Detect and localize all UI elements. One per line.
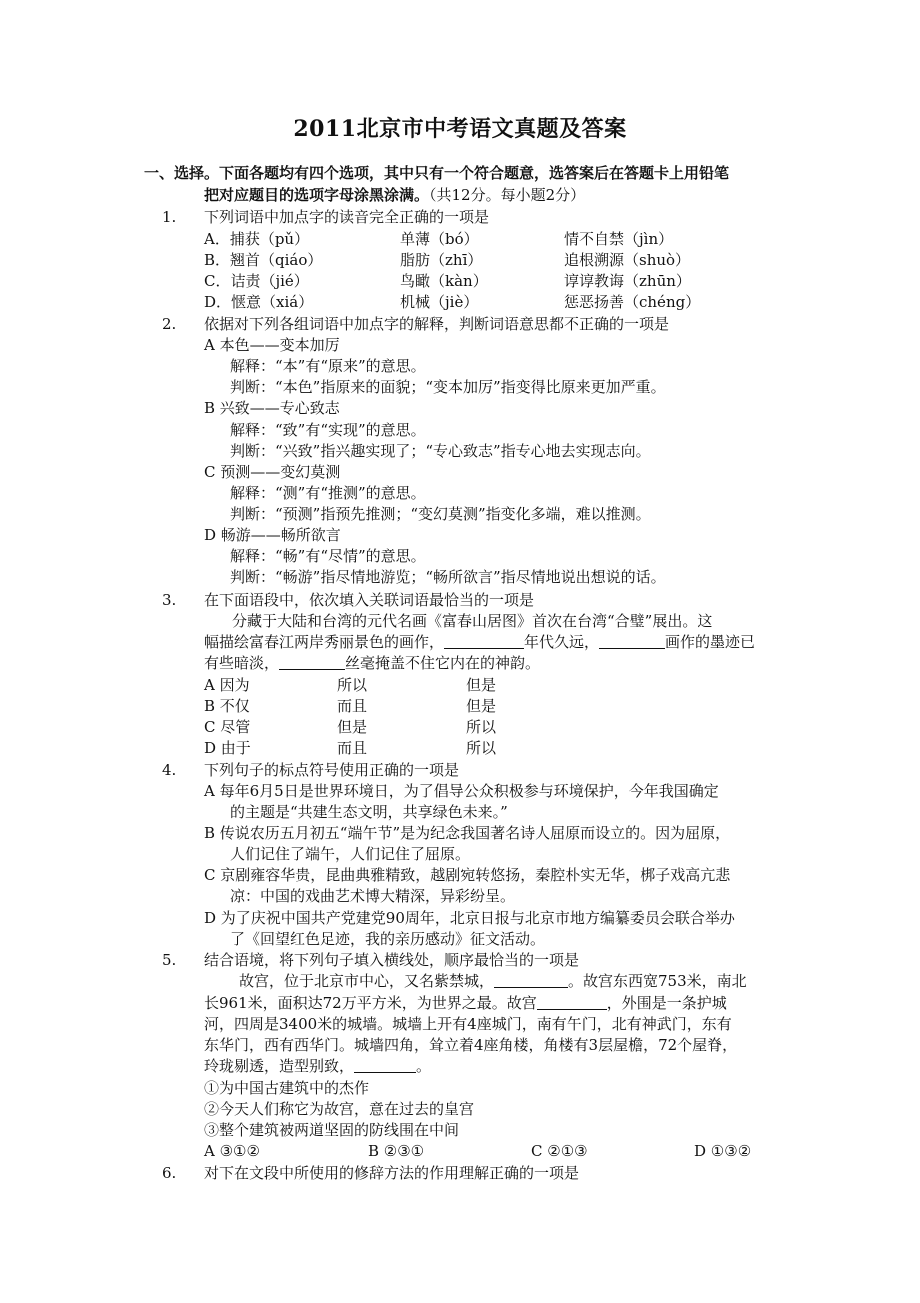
passage-text: ，外围是一条护城	[606, 994, 727, 1012]
option-line: 解释：“畅”有“尽情”的意思。	[230, 547, 426, 565]
option-cell: A 因为	[204, 676, 250, 694]
section-instruction-line2-wrap	[174, 184, 794, 206]
fill-blank	[599, 633, 665, 649]
question-text: 下列句子的标点符号使用正确的一项是	[204, 761, 460, 779]
question-text: 结合语境，将下列句子填入横线处，顺序最恰当的一项是	[204, 951, 580, 969]
passage-text: 年代久远，	[524, 633, 600, 651]
passage-line	[239, 971, 747, 992]
option-cell: 但是	[337, 718, 368, 736]
option-line: D 畅游——畅所欲言	[204, 526, 341, 544]
option-cell: 所以	[337, 676, 368, 694]
question-text: 下列词语中加点字的读音完全正确的一项是	[204, 208, 490, 226]
fill-blank	[494, 972, 568, 988]
option-cell: D．惬意（xiá）	[204, 293, 314, 311]
option-line: B 兴致——专心致志	[204, 399, 340, 417]
option-line: 解释：“测”有“推测”的意思。	[230, 484, 426, 502]
option-cell: 机械（jiè）	[400, 293, 479, 311]
option-line: 了《回望红色足迹，我的亲历感动》征文活动。	[230, 930, 546, 948]
option-line: A 每年6月5日是世界环境日，为了倡导公众积极参与环境保护，今年我国确定	[204, 782, 719, 800]
option-line: D 为了庆祝中国共产党建党90周年，北京日报与北京市地方编纂委员会联合举办	[204, 909, 735, 927]
question-number: 1.	[162, 208, 177, 226]
question-text: 依据对下列各组词语中加点字的解释，判断词语意思都不正确的一项是	[204, 315, 670, 333]
passage-text: 有些暗淡，	[204, 654, 280, 672]
option-cell: 而且	[337, 697, 368, 715]
option-line: 判断：“预测”指预先推测；“变幻莫测”指变化多端，难以推测。	[230, 505, 651, 523]
question-number: 3.	[162, 591, 177, 609]
passage-line	[204, 653, 540, 674]
option-cell: 情不自禁（jìn）	[564, 230, 674, 248]
section-heading	[144, 162, 794, 206]
passage-text: 故宫，位于北京市中心，又名紫禁城，	[239, 972, 495, 990]
option-cell: C．诘责（jié）	[204, 272, 309, 290]
option-line: B 传说农历五月初五“端午节”是为纪念我国著名诗人屈原而设立的。因为屈原，	[204, 824, 731, 842]
option-line: 判断：“本色”指原来的面貌；“变本加厉”指变得比原来更加严重。	[230, 378, 666, 396]
option-cell: 而且	[337, 739, 368, 757]
passage-line	[204, 632, 755, 653]
option-cell: 单薄（bó）	[400, 230, 479, 248]
option-cell: 但是	[466, 697, 497, 715]
passage-line	[204, 993, 727, 1014]
option-cell: C 尽管	[204, 718, 251, 736]
sentence-option: ②今天人们称它为故宫，意在过去的皇宫	[204, 1100, 475, 1118]
option-cell: 鸟瞰（kàn）	[400, 272, 488, 290]
option-cell: 但是	[466, 676, 497, 694]
option-line: 判断：“兴致”指兴趣实现了；“专心致志”指专心地去实现志向。	[230, 442, 651, 460]
option-cell: 所以	[466, 739, 497, 757]
passage-text: 。	[416, 1057, 432, 1075]
option-line: C 预测——变幻莫测	[204, 463, 341, 481]
sentence-option: ①为中国古建筑中的杰作	[204, 1079, 370, 1097]
answer-choice: B ②③①	[368, 1142, 425, 1160]
option-line: 解释：“本”有“原来”的意思。	[230, 357, 426, 375]
question-number: 4.	[162, 761, 177, 779]
passage-line: 东华门，西有西华门。城墙四角，耸立着4座角楼，角楼有3层屋檐，72个屋脊，	[204, 1036, 738, 1054]
option-line: A 本色——变本加厉	[204, 336, 340, 354]
option-cell: 惩恶扬善（chéng）	[564, 293, 701, 311]
option-cell: 脂肪（zhī）	[400, 251, 483, 269]
option-cell: B 不仅	[204, 697, 250, 715]
option-line: 人们记住了端午，人们记住了屈原。	[230, 845, 471, 863]
passage-text: 长961米，面积达72万平方米，为世界之最。故宫	[204, 994, 537, 1012]
option-line: 的主题是“共建生态文明，共享绿色未来。”	[230, 803, 508, 821]
page-title: 2011北京市中考语文真题及答案	[293, 116, 627, 142]
passage-line: 河，四周是3400米的城墙。城墙上开有4座城门，南有午门，北有神武门，东有	[204, 1015, 732, 1033]
question-number: 2.	[162, 315, 177, 333]
question-text: 对下在文段中所使用的修辞方法的作用理解正确的一项是	[204, 1164, 580, 1182]
passage-line	[204, 1056, 431, 1077]
option-cell: 谆谆教诲（zhūn）	[564, 272, 691, 290]
passage-text: 丝毫掩盖不住它内在的神韵。	[345, 654, 541, 672]
fill-blank	[537, 994, 607, 1010]
section-score: （共12分。每小题2分）	[429, 186, 586, 204]
option-cell: 追根溯源（shuò）	[564, 251, 691, 269]
option-line: C 京剧雍容华贵，昆曲典雅精致，越剧宛转悠扬，秦腔朴实无华，梆子戏高亢悲	[204, 866, 731, 884]
question-number: 5.	[162, 951, 177, 969]
passage-text: 。故宫东西宽753米，南北	[568, 972, 747, 990]
option-line: 解释：“致”有“实现”的意思。	[230, 421, 426, 439]
passage-text: 幅描绘富春江两岸秀丽景色的画作，	[204, 633, 445, 651]
passage-text: 画作的墨迹已	[665, 633, 756, 651]
passage-line: 分藏于大陆和台湾的元代名画《富春山居图》首次在台湾“合璧”展出。这	[232, 612, 713, 630]
option-cell: 所以	[466, 718, 497, 736]
section-instruction-line1: 选择。下面各题均有四个选项，其中只有一个符合题意，选答案后在答题卡上用铅笔	[174, 164, 730, 182]
question-text: 在下面语段中，依次填入关联词语最恰当的一项是	[204, 591, 535, 609]
answer-choice: C ②①③	[531, 1142, 588, 1160]
answer-choice: A ③①②	[204, 1142, 260, 1160]
fill-blank	[279, 654, 345, 670]
fill-blank	[444, 633, 524, 649]
section-number: 一、	[144, 164, 175, 182]
fill-blank	[354, 1057, 416, 1073]
sentence-option: ③整个建筑被两道坚固的防线围在中间	[204, 1121, 460, 1139]
passage-text: 玲珑剔透，造型别致，	[204, 1057, 355, 1075]
option-line: 凉：中国的戏曲艺术博大精深，异彩纷呈。	[230, 887, 516, 905]
question-number: 6.	[162, 1164, 177, 1182]
option-cell: B．翘首（qiáo）	[204, 251, 323, 269]
option-cell: A．捕获（pǔ）	[204, 230, 310, 248]
answer-choice: D ①③②	[694, 1142, 752, 1160]
section-instruction-line2: 把对应题目的选项字母涂黑涂满。	[204, 186, 430, 204]
option-line: 判断：“畅游”指尽情地游览；“畅所欲言”指尽情地说出想说的话。	[230, 568, 666, 586]
option-cell: D 由于	[204, 739, 251, 757]
